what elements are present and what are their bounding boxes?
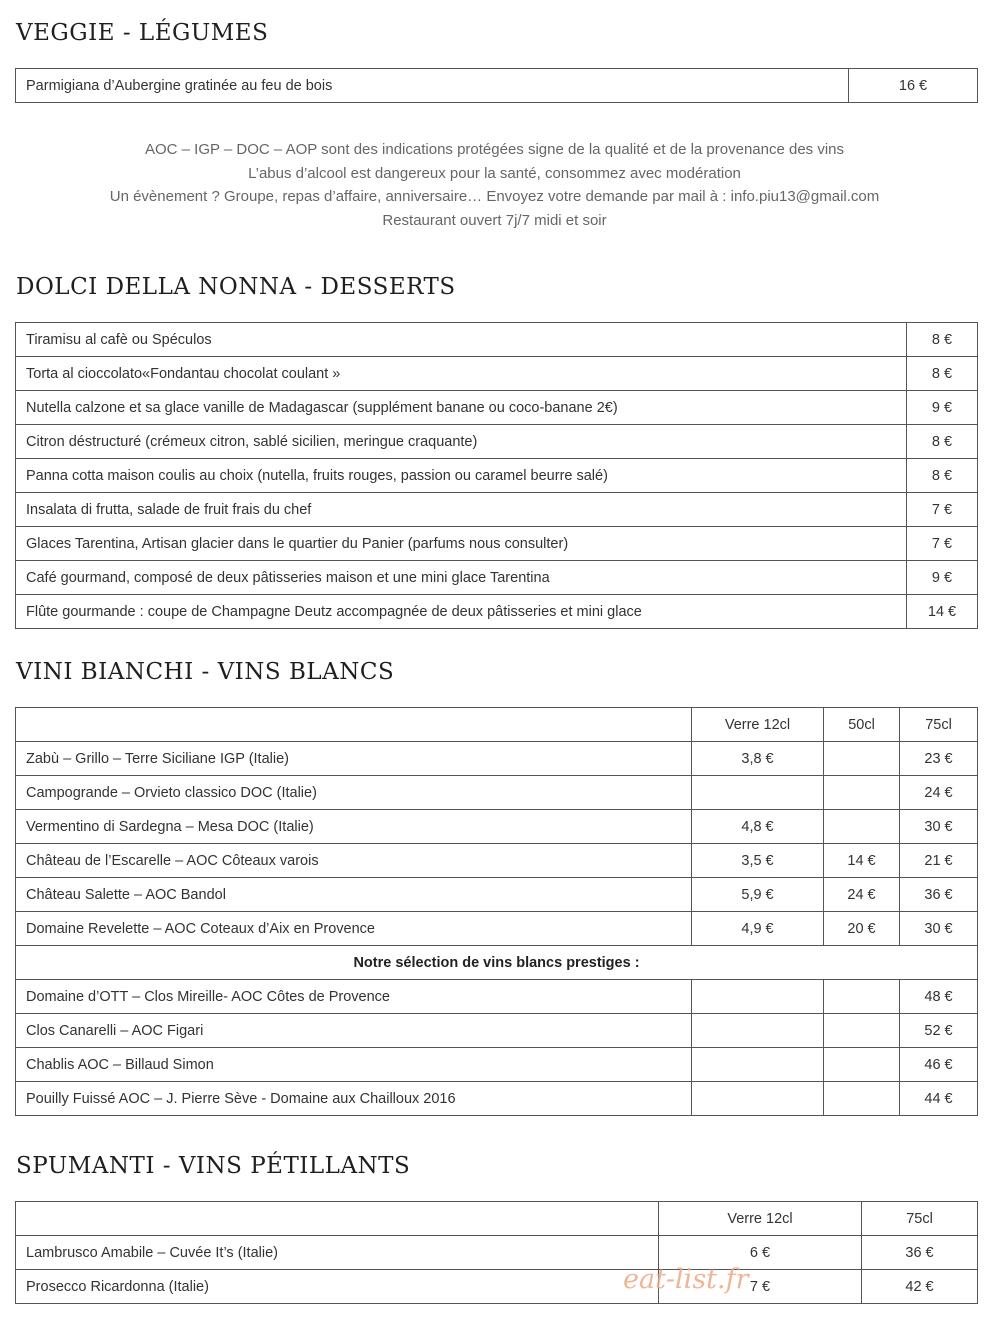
price-verre: 5,9 € xyxy=(692,878,824,912)
section-title-desserts: DOLCI DELLA NONNA - DESSERTS xyxy=(16,274,456,300)
dish-price: 16 € xyxy=(849,69,978,103)
table-row xyxy=(16,1082,978,1116)
column-header xyxy=(16,1202,659,1236)
table-row xyxy=(16,1270,978,1304)
table-row xyxy=(16,391,978,425)
price-50cl xyxy=(824,980,900,1014)
wine-name: Domaine Revelette – AOC Coteaux d’Aix en Provence xyxy=(16,912,692,946)
desserts-table xyxy=(15,322,978,629)
price-75cl: 24 € xyxy=(900,776,978,810)
dish-name: Insalata di frutta, salade de fruit frais du chef xyxy=(16,493,907,527)
dish-price: 14 € xyxy=(907,595,978,629)
table-row xyxy=(16,776,978,810)
info-line: L’abus d’alcool est dangereux pour la santé, consommez avec modération xyxy=(248,164,741,182)
price-75cl: 23 € xyxy=(900,742,978,776)
dish-name: Nutella calzone et sa glace vanille de Madagascar (supplément banane ou coco-banane 2€) xyxy=(16,391,907,425)
table-row xyxy=(16,912,978,946)
table-row xyxy=(16,980,978,1014)
price-verre xyxy=(692,776,824,810)
column-header-verre: Verre 12cl xyxy=(659,1202,862,1236)
price-75cl: 36 € xyxy=(862,1236,978,1270)
price-verre: 6 € xyxy=(659,1236,862,1270)
column-header-75cl: 75cl xyxy=(900,708,978,742)
price-75cl: 44 € xyxy=(900,1082,978,1116)
price-50cl: 20 € xyxy=(824,912,900,946)
wine-name: Domaine d’OTT – Clos Mireille- AOC Côtes de Provence xyxy=(16,980,692,1014)
price-75cl: 36 € xyxy=(900,878,978,912)
price-verre: 7 € xyxy=(659,1270,862,1304)
price-75cl: 30 € xyxy=(900,810,978,844)
table-row xyxy=(16,69,978,103)
table-row xyxy=(16,357,978,391)
wine-name: Pouilly Fuissé AOC – J. Pierre Sève - Domaine aux Chailloux 2016 xyxy=(16,1082,692,1116)
column-header-50cl: 50cl xyxy=(824,708,900,742)
table-row xyxy=(16,527,978,561)
wine-name: Château Salette – AOC Bandol xyxy=(16,878,692,912)
watermark-logo: eat-list.fr xyxy=(623,1264,749,1295)
column-header-75cl: 75cl xyxy=(862,1202,978,1236)
price-75cl: 46 € xyxy=(900,1048,978,1082)
dish-price: 7 € xyxy=(907,493,978,527)
dish-price: 8 € xyxy=(907,323,978,357)
wine-name: Chablis AOC – Billaud Simon xyxy=(16,1048,692,1082)
dish-price: 9 € xyxy=(907,391,978,425)
table-row xyxy=(16,844,978,878)
price-verre: 3,8 € xyxy=(692,742,824,776)
table-row-prestige-label xyxy=(16,946,978,980)
wine-name: Campogrande – Orvieto classico DOC (Italie) xyxy=(16,776,692,810)
dish-name: Glaces Tarentina, Artisan glacier dans le quartier du Panier (parfums nous consulter) xyxy=(16,527,907,561)
price-75cl: 30 € xyxy=(900,912,978,946)
table-row xyxy=(16,595,978,629)
price-verre xyxy=(692,1048,824,1082)
wine-name: Clos Canarelli – AOC Figari xyxy=(16,1014,692,1048)
dish-name: Citron déstructuré (crémeux citron, sablé sicilien, meringue craquante) xyxy=(16,425,907,459)
price-75cl: 52 € xyxy=(900,1014,978,1048)
dish-name: Parmigiana d’Aubergine gratinée au feu de bois xyxy=(16,69,849,103)
section-title-white-wines: VINI BIANCHI - VINS BLANCS xyxy=(16,659,395,685)
column-header xyxy=(16,708,692,742)
dish-price: 8 € xyxy=(907,425,978,459)
dish-price: 7 € xyxy=(907,527,978,561)
price-verre xyxy=(692,1014,824,1048)
sparkling-wines-table xyxy=(15,1201,978,1304)
table-row xyxy=(16,742,978,776)
info-line: Un évènement ? Groupe, repas d’affaire, anniversaire… Envoyez votre demande par mail à : info.piu13@gmail.com xyxy=(109,188,880,206)
price-50cl xyxy=(824,1082,900,1116)
price-50cl xyxy=(824,810,900,844)
wine-name: Zabù – Grillo – Terre Siciliane IGP (Italie) xyxy=(16,742,692,776)
price-verre xyxy=(692,1082,824,1116)
table-row xyxy=(16,425,978,459)
price-verre: 4,9 € xyxy=(692,912,824,946)
table-row xyxy=(16,1236,978,1270)
price-75cl: 48 € xyxy=(900,980,978,1014)
info-line: AOC – IGP – DOC – AOP sont des indications protégées signe de la qualité et de la provenance des vins xyxy=(144,141,845,158)
price-75cl: 21 € xyxy=(900,844,978,878)
prestige-selection-label: Notre sélection de vins blancs prestiges : xyxy=(16,946,978,980)
price-75cl: 42 € xyxy=(862,1270,978,1304)
wine-name: Vermentino di Sardegna – Mesa DOC (Italie) xyxy=(16,810,692,844)
table-row xyxy=(16,323,978,357)
table-row xyxy=(16,493,978,527)
dish-price: 9 € xyxy=(907,561,978,595)
dish-name: Panna cotta maison coulis au choix (nutella, fruits rouges, passion ou caramel beurre salé) xyxy=(16,459,907,493)
wine-name: Lambrusco Amabile – Cuvée It’s (Italie) xyxy=(16,1236,659,1270)
dish-name: Tiramisu al cafè ou Spéculos xyxy=(16,323,907,357)
white-wines-table xyxy=(15,707,978,1116)
price-verre xyxy=(692,980,824,1014)
dish-price: 8 € xyxy=(907,459,978,493)
wine-name: Prosecco Ricardonna (Italie) xyxy=(16,1270,659,1304)
table-row xyxy=(16,878,978,912)
dish-price: 8 € xyxy=(907,357,978,391)
dish-name: Flûte gourmande : coupe de Champagne Deutz accompagnée de deux pâtisseries et mini glace xyxy=(16,595,907,629)
dish-name: Café gourmand, composé de deux pâtisseries maison et une mini glace Tarentina xyxy=(16,561,907,595)
price-50cl: 24 € xyxy=(824,878,900,912)
price-verre: 4,8 € xyxy=(692,810,824,844)
price-50cl xyxy=(824,742,900,776)
wine-name: Château de l’Escarelle – AOC Côteaux varois xyxy=(16,844,692,878)
price-verre: 3,5 € xyxy=(692,844,824,878)
veggie-table xyxy=(15,68,978,103)
table-row xyxy=(16,810,978,844)
table-row xyxy=(16,1048,978,1082)
column-header-verre: Verre 12cl xyxy=(692,708,824,742)
table-row xyxy=(16,1014,978,1048)
table-row xyxy=(16,459,978,493)
price-50cl xyxy=(824,1048,900,1082)
price-50cl xyxy=(824,776,900,810)
section-title-sparkling: SPUMANTI - VINS PÉTILLANTS xyxy=(16,1153,411,1179)
section-title-veggie: VEGGIE - LÉGUMES xyxy=(16,20,269,46)
info-notice xyxy=(0,138,989,233)
price-50cl xyxy=(824,1014,900,1048)
info-line: Restaurant ouvert 7j/7 midi et soir xyxy=(382,212,607,230)
table-header-row xyxy=(16,1202,978,1236)
table-header-row xyxy=(16,708,978,742)
dish-name: Torta al cioccolato«Fondantau chocolat coulant » xyxy=(16,357,907,391)
price-50cl: 14 € xyxy=(824,844,900,878)
table-row xyxy=(16,561,978,595)
